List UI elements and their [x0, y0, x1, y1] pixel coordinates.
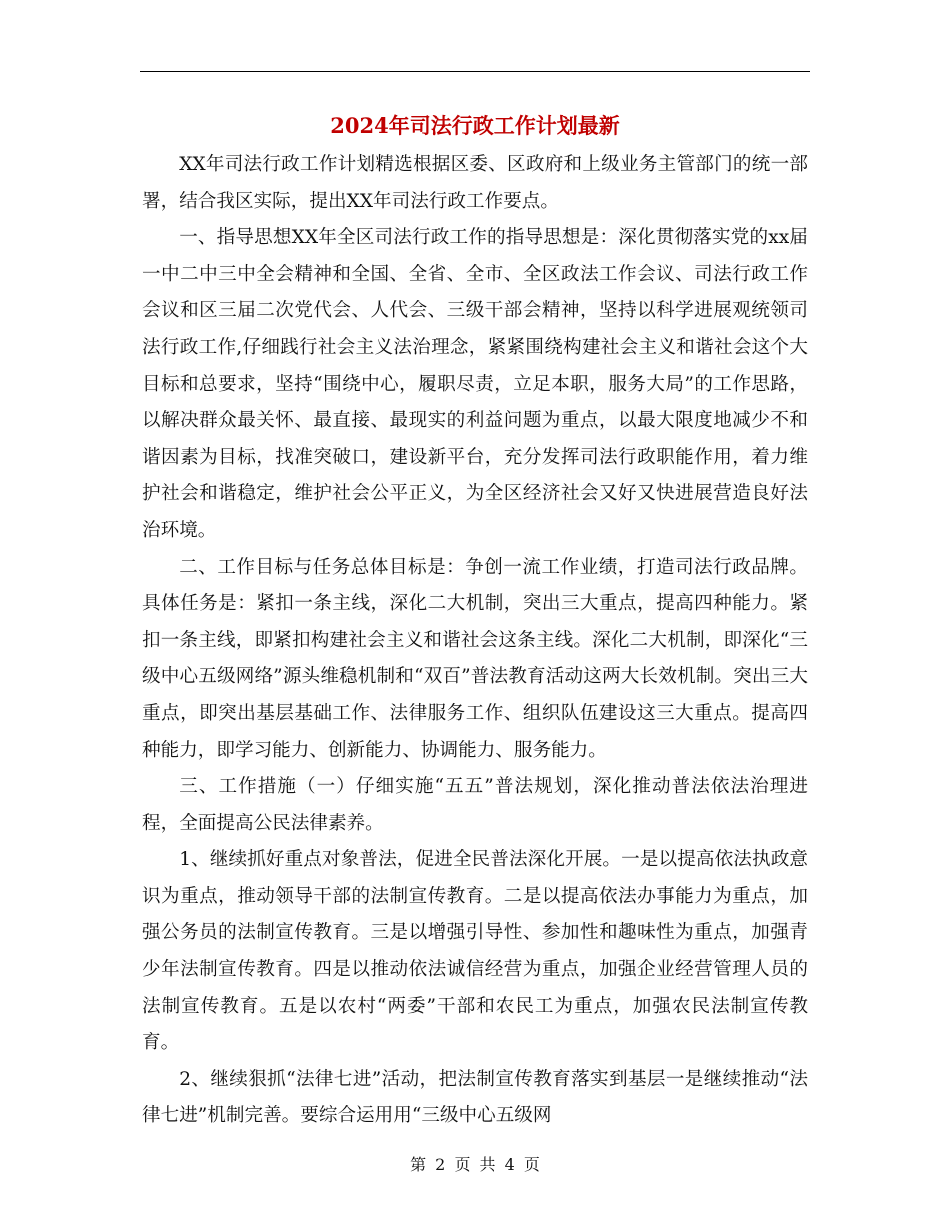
document-title: 2024年司法行政工作计划最新 [330, 113, 620, 138]
paragraph-guiding-ideology: 一、指导思想XX年全区司法行政工作的指导思想是：深化贯彻落实党的xx届一中二中三中全会精神和全国、全省、全市、全区政法工作会议、司法行政工作会议和区三届二次党代会、人代会、三级干部会精神，坚持以科学进展观统领司法行政工作,仔细践行社会主义法治理念，紧紧围绕构建社会主义和谐社会这个大目标和总要求，坚持“围绕中心，履职尽责，立足本职，服务大局”的工作思路，以解决群众最关怀、最直接、最现实的利益问题为重点，以最大限度地减少不和谐因素为目标，找准突破口，建设新平台，充分发挥司法行政职能作用，着力维护社会和谐稳定，维护社会公平正义，为全区经济社会又好又快进展营造良好法治环境。 [142, 227, 808, 541]
paragraph-measure-2: 2、继续狠抓“法律七进”活动，把法制宣传教育落实到基层一是继续推动“法律七进”机制完善。要综合运用用“三级中心五级网 [142, 1068, 808, 1127]
header-rule [140, 71, 810, 72]
page-number: 第 2 页 共 4 页 [410, 1155, 540, 1174]
paragraph-work-measures: 三、工作措施（一）仔细实施“五五”普法规划，深化推动普法依法治理进程，全面提高公民法律素养。 [142, 776, 808, 834]
paragraph-goals-tasks: 二、工作目标与任务总体目标是：争创一流工作业绩，打造司法行政品牌。具体任务是：紧扣一条主线，深化二大机制，突出三大重点，提高四种能力。紧扣一条主线，即紧扣构建社会主义和谐社会这条主线。深化二大机制，即深化“三级中心五级网络”源头维稳机制和“双百”普法教育活动这两大长效机制。突出三大重点，即突出基层基础工作、法律服务工作、组织队伍建设这三大重点。提高四种能力，即学习能力、创新能力、协调能力、服务能力。 [142, 556, 808, 761]
document-body [142, 147, 808, 1135]
paragraph-intro: XX年司法行政工作计划精选根据区委、区政府和上级业务主管部门的统一部署，结合我区实际，提出XX年司法行政工作要点。 [142, 154, 808, 212]
paragraph-measure-1: 1、继续抓好重点对象普法，促进全民普法深化开展。一是以提高依法执政意识为重点，推动领导干部的法制宣传教育。二是以提高依法办事能力为重点，加强公务员的法制宣传教育。三是以增强引导性、参加性和趣味性为重点，加强青少年法制宣传教育。四是以推动依法诚信经营为重点，加强企业经营管理人员的法制宣传教育。五是以农村“两委”干部和农民工为重点，加强农民法制宣传教育。 [142, 849, 808, 1054]
